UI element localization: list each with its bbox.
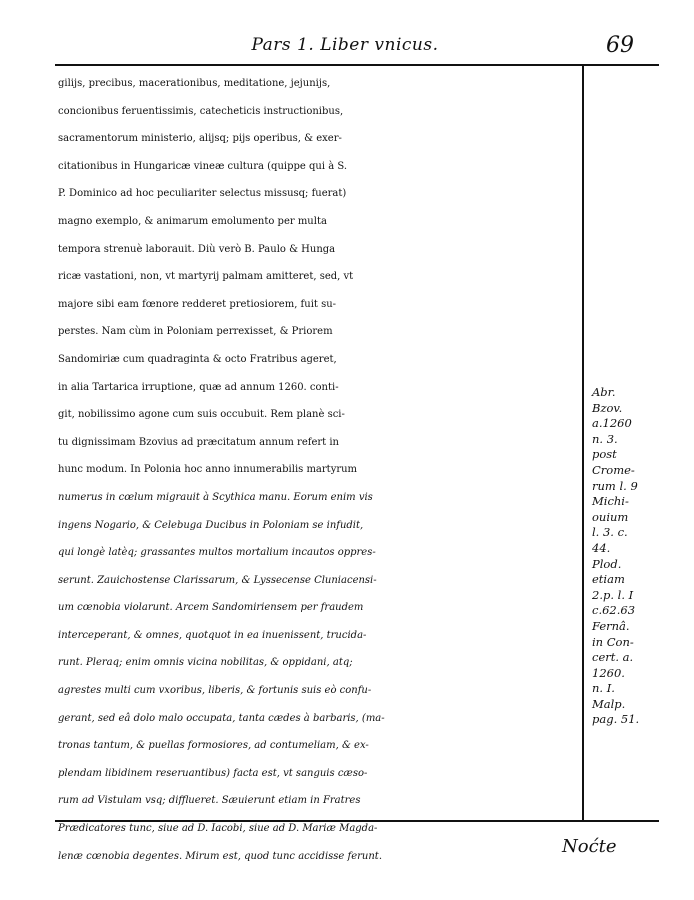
text-line: serunt. Zauichostense Clarissarum, & Lyssecense Cluniacensi-: [58, 574, 377, 586]
text-line: um cœnobia violarunt. Arcem Sandomiriensem per fraudem: [58, 602, 364, 614]
running-header: Pars 1. Liber vnicus.: [251, 35, 439, 55]
text-line: qui longè latèq; grassantes multos mortalium incautos oppres-: [58, 547, 376, 559]
margin-note-line: Plod.: [592, 556, 622, 571]
margin-note-line: a.1260: [592, 416, 632, 431]
text-line: sacramentorum ministerio, alijsq; pijs operibus, & exer-: [58, 133, 342, 145]
text-line: plendam libidinem reseruantibus) facta est, vt sanguis cæso-: [58, 767, 368, 779]
margin-note-line: cert. a.: [592, 650, 634, 665]
text-line: ricæ vastationi, non, vt martyrij palmam amitteret, sed, vt: [58, 271, 354, 283]
text-line: agrestes multi cum vxoribus, liberis, & fortunis suis eò confu-: [58, 685, 372, 697]
text-line: numerus in cœlum migrauit à Scythica manu. Eorum enim vis: [58, 491, 373, 503]
text-line: magno exemplo, & animarum emolumento per multa: [58, 215, 327, 227]
text-line: majore sibi eam fœnore redderet pretiosiorem, fuit su-: [58, 298, 337, 310]
margin-note-line: in Con-: [592, 634, 634, 649]
text-line: git, nobilissimo agone cum suis occubuit. Rem planè sci-: [58, 409, 345, 421]
margin-note-line: pag. 51.: [592, 712, 640, 727]
text-line: hunc modum. In Polonia hoc anno innumerabilis martyrum: [58, 464, 358, 476]
text-line: P. Dominico ad hoc peculiariter selectus missusq; fuerat): [58, 188, 347, 200]
text-line: in alia Tartarica irruptione, quæ ad annum 1260. conti-: [58, 381, 339, 393]
text-line: tempora strenuè laborauit. Diù verò B. Paulo & Hunga: [58, 243, 336, 255]
header-rule: [55, 64, 659, 66]
margin-note-line: n. 3.: [592, 431, 618, 446]
margin-note-line: Bzov.: [592, 400, 623, 415]
margin-note-line: l. 3. c.: [592, 525, 628, 540]
margin-note-line: n. I.: [592, 681, 615, 696]
margin-note-line: post: [592, 447, 617, 462]
text-line: Prædicatores tunc, siue ad D. Iacobi, siue ad D. Mariæ Magda-: [58, 823, 378, 835]
margin-note-line: 2.p. l. I: [592, 587, 634, 602]
margin-note-line: Fernâ.: [592, 618, 630, 633]
margin-note-line: 44.: [592, 540, 611, 555]
text-line: concionibus feruentissimis, catecheticis instructionibus,: [58, 105, 344, 117]
margin-note-line: Crome-: [592, 462, 635, 477]
margin-note-line: 1260.: [592, 665, 625, 680]
margin-note-line: ouium: [592, 509, 629, 524]
text-line: lenæ cœnobia degentes. Mirum est, quod tunc accidisse ferunt.: [58, 850, 382, 862]
margin-note-line: etiam: [592, 572, 625, 587]
text-line: tu dignissimam Bzovius ad præcitatum annum refert in: [58, 436, 339, 448]
main-text-block: [58, 70, 582, 870]
margin-divider: [582, 66, 584, 820]
marginal-notes: [592, 385, 654, 728]
text-line: ingens Nogario, & Celebuga Ducibus in Poloniam se infudit,: [58, 519, 364, 531]
text-line: Sandomiriæ cum quadraginta & octo Fratribus ageret,: [58, 353, 337, 365]
margin-note-line: Abr.: [592, 385, 616, 399]
margin-note-line: Michi-: [592, 494, 629, 509]
text-line: tronas tantum, & puellas formosiores, ad contumeliam, & ex-: [58, 740, 369, 752]
text-line: gilijs, precibus, macerationibus, meditatione, jejunijs,: [58, 78, 331, 89]
margin-note-line: rum l. 9: [592, 478, 638, 493]
page-number: 69: [606, 33, 634, 58]
text-line: runt. Pleraq; enim omnis vicina nobilitas, & oppidani, atq;: [58, 657, 353, 669]
margin-note-line: Malp.: [592, 696, 626, 711]
text-line: perstes. Nam cùm in Poloniam perrexisset, & Priorem: [58, 326, 333, 338]
text-line: interceperant, & omnes, quotquot in ea inuenissent, trucida-: [58, 629, 367, 641]
footer-rule: [55, 820, 659, 822]
text-line: citationibus in Hungaricæ vineæ cultura (quippe qui à S.: [58, 160, 348, 172]
text-line: gerant, sed eâ dolo malo occupata, tanta cædes à barbaris, (ma-: [58, 712, 385, 724]
text-line: rum ad Vistulam vsq; difflueret. Sæuierunt etiam in Fratres: [58, 795, 361, 807]
margin-note-line: c.62.63: [592, 603, 636, 618]
catchword: Noćte: [562, 836, 617, 857]
